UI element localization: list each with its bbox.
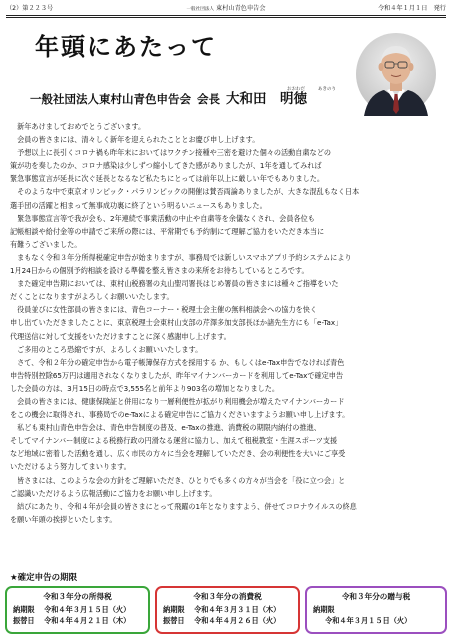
issue-date: 令和４年１月１日 発行 xyxy=(377,5,446,12)
box-title: 令和３年分の所得税 xyxy=(43,592,112,601)
body-line: また確定申告期においては、東村山税務署の丸山聖司署長はじめ署員の皆さまには種々ご指導をいた xyxy=(10,279,339,289)
author-given-reading: あきのり xyxy=(318,87,336,92)
row-value: 令和４年４月２１日（木） xyxy=(44,616,131,625)
transfer-row xyxy=(13,615,142,626)
org-name: 東村山青色申告会 xyxy=(216,5,266,12)
body-line: いただけるよう努力してまいります。 xyxy=(10,462,131,472)
author-portrait xyxy=(354,32,438,116)
row-label: 振替日 xyxy=(163,616,185,625)
body-line: 予想以上に長引くコロナ禍も昨年末においてはワクチン接種や三密を避けた個々の活動自粛などの xyxy=(10,148,331,158)
body-line: を願い年頭の挨拶といたします。 xyxy=(10,514,117,524)
page-header xyxy=(6,4,446,14)
row-label: 振替日 xyxy=(13,616,35,625)
body-line: 緊急事態宣言が延長に次ぐ延長となるなど私たちにとっては前年以上に厳しい年でもありました。 xyxy=(10,174,325,184)
box-title: 令和３年分の贈与税 xyxy=(341,592,411,601)
body-line: 会員の皆さまには、清々しく新年を迎えられたこととお慶び申し上げます。 xyxy=(10,135,260,145)
row-value: 令和４年４月２６日（火） xyxy=(194,616,281,625)
body-line: そしてマイナンバー制度による税務行政の円滑なる運営に協力し、加えて租税教室・生涯スポーツ支援 xyxy=(10,436,338,446)
deadline-row xyxy=(13,604,142,615)
body-line: 緊急事態宣言等で我が会も、2年連続で事業活動の中止や自粛等を余儀なくされ、会員各位も xyxy=(10,213,315,223)
body-line: 会員の皆さまには、健康保険証と併用になり一層利便性が拡がり利用機会が増えたマイナンバーカード xyxy=(10,396,345,406)
body-line: など地域に密着した活動を通し、広く市民の方々に当会を理解していただき、会の利便性を大いにご享受 xyxy=(10,449,346,459)
row-value: 令和４年３月１５日（火） xyxy=(325,616,412,625)
body-line: 結びにあたり、令和４年が会員の皆さまにとって飛躍の1年となりますよう、併せてコロナウイルスの終息 xyxy=(10,501,357,511)
body-line: そのような中で東京オリンピック・パラリンピックの開催は賛否両論ありましたが、大きな混乱もなく日本 xyxy=(10,187,360,197)
issue-number: （2）第２２３号 xyxy=(6,5,54,12)
body-line: まもなく令和３年分所得税確定申告が始まりますが、事務局では新しいスマホアプリ予約システムにより xyxy=(10,252,352,262)
row-label: 納期限 xyxy=(163,605,185,614)
article-title: 年頭にあたって xyxy=(35,32,217,61)
author-role: 会長 xyxy=(197,92,220,106)
row-label: 納期限 xyxy=(313,605,335,614)
consumption-tax-deadline-box xyxy=(155,586,300,634)
row-value: 令和４年３月１５日（火） xyxy=(44,605,131,614)
body-line: 選手団の活躍と相まって無事成功裏に終了という明るいニュースもありました。 xyxy=(10,200,267,210)
gift-tax-deadline-box xyxy=(305,586,447,634)
article-body xyxy=(10,120,442,526)
transfer-row xyxy=(163,615,292,626)
body-line: 策が功を奏したのか、コロナ感染は少しずつ縮小してきた感がありましたが、1年を通してみれば xyxy=(10,161,322,171)
deadline-row xyxy=(163,604,292,615)
author-organization: 一般社団法人東村山青色申告会 xyxy=(30,92,191,106)
author-name: 大和田 明徳 xyxy=(226,91,307,107)
body-line: 代理送信に対して支援をいただけますことに深く感謝申し上げます。 xyxy=(10,331,231,341)
author-line xyxy=(30,92,307,106)
deadline-date-row xyxy=(313,615,439,626)
body-line: 1月24日からの個別予約相談を設ける準備を整え皆さまの来所をお待ちしているところです。 xyxy=(10,266,309,276)
org-type-label: 一般社団法人 xyxy=(186,7,215,12)
header-divider xyxy=(6,15,446,16)
body-line: 記帳相談や給付金等の申請でご来所の際には、平常期でも予約制にて理解ご協力をいただき本当に xyxy=(10,226,325,236)
box-title: 令和３年分の消費税 xyxy=(193,592,262,601)
body-line: ご多用のところ恐縮ですが、よろしくお願いいたします。 xyxy=(10,344,203,354)
body-line: 申告特別控除65万円は適用されなくなりましたが、昨年マイナンバーカードを利用してe-Taxで確定申告 xyxy=(10,370,344,380)
body-line: だくことになりますがよろしくお願いいたします。 xyxy=(10,292,174,302)
body-line: した会員の方は、3月15日の時点で3,555名と前年より903名の増加となりました。 xyxy=(10,383,280,393)
body-line: 私ども東村山青色申告会は、青色申告制度の普及、e-Taxの推進、消費税の期限内納付の推進、 xyxy=(10,423,321,433)
body-line: 新年あけましておめでとうございます。 xyxy=(10,122,146,131)
income-tax-deadline-box xyxy=(5,586,150,634)
body-line: さて、令和２年分の確定申告から電子帳簿保存方式を採用する か、もしくはe-Tax申告でなければ青色 xyxy=(10,357,345,367)
body-line: ご認識いただけるよう広報活動にご協力をお願い申し上げます。 xyxy=(10,488,217,498)
author-surname-reading: おおわだ xyxy=(287,87,305,92)
header-divider-thin xyxy=(6,17,446,18)
body-line: 役員並びに女性部員の皆さまには、青色コーナー・税理士会主催の無料相談会への協力を快く xyxy=(10,305,318,315)
deadline-row xyxy=(313,604,439,615)
row-label: 納期限 xyxy=(13,605,35,614)
body-line: 有難うございました。 xyxy=(10,239,82,249)
body-line: をこの機会に取得され、事務局でのe-Taxによる確定申告にご協力くださいますようお願い申し上げます。 xyxy=(10,410,350,420)
row-value: 令和４年３月３１日（木） xyxy=(194,605,281,614)
schedule-heading: ★確定申告の期限 xyxy=(10,573,78,583)
body-line: 皆さまには、このような会の方針をご理解いただき、ひとりでも多くの方々が当会を「役に立つ会」と xyxy=(10,475,346,485)
body-line: 申し出ていただきましたことに、東京税理士会東村山支部の芹澤多加支部長ほか諸先生方にも「e-Tax」 xyxy=(10,318,343,328)
